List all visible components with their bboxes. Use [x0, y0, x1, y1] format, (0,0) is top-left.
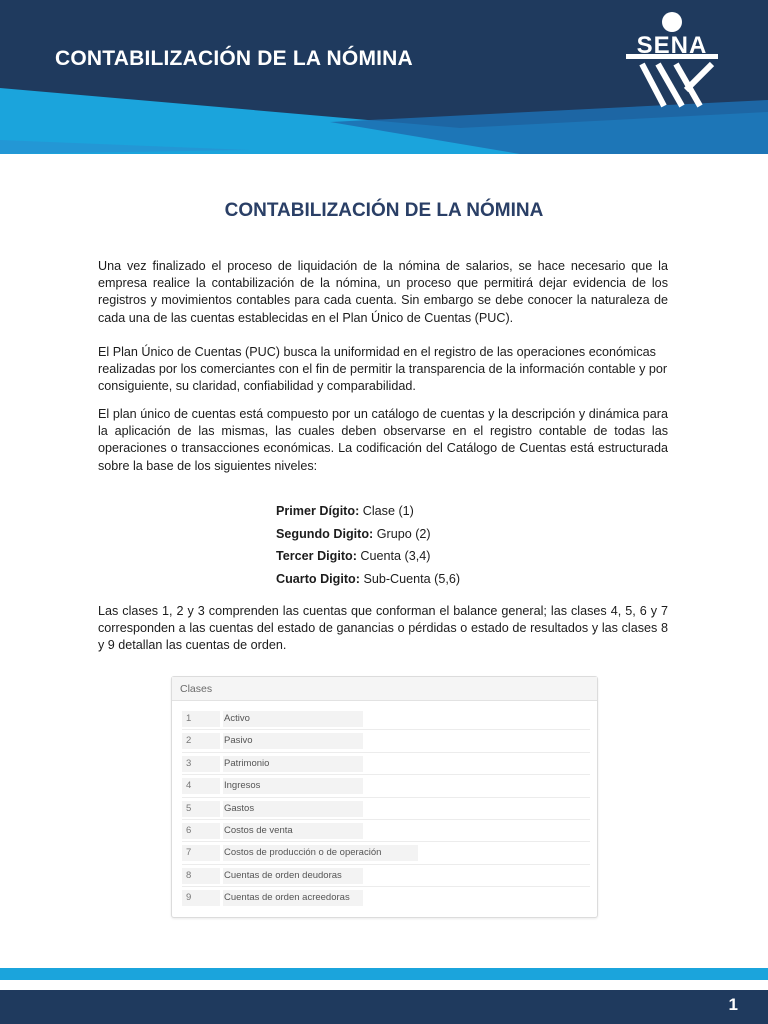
logo-text: SENA: [636, 32, 708, 59]
level-item: [276, 523, 460, 546]
paragraph-intro: Una vez finalizado el proceso de liquidación de la nómina de salarios, se hace necesario que la empresa realice la contabilización de la nómina, un proceso que permitirá dejar evidencia de los registros y movimientos contables para cada cuenta. Sin embargo se debe conocer la naturaleza de cada una de las cuentas establecidas en el Plan Único de Cuentas (PUC).: [98, 259, 668, 325]
level-value: Grupo (2): [373, 526, 431, 541]
class-name: Costos de producción o de operación: [223, 845, 418, 861]
level-value: Clase (1): [359, 504, 414, 518]
class-name: Ingresos: [223, 778, 363, 794]
footer-bar: [0, 990, 768, 1024]
sena-logo-icon: [624, 10, 720, 110]
list-item: [182, 842, 590, 864]
class-name: Patrimonio: [223, 756, 363, 772]
page-number: 1: [728, 995, 738, 1014]
list-item: [182, 798, 590, 820]
classes-list: [182, 708, 590, 910]
header-title: CONTABILIZACIÓN DE LA NÓMINA: [55, 47, 413, 70]
sena-logo: [624, 10, 720, 110]
class-number: 8: [182, 868, 220, 884]
level-item: [276, 500, 460, 523]
class-name: Cuentas de orden acreedoras: [223, 890, 363, 906]
paragraph-catalog: El plan único de cuentas está compuesto por un catálogo de cuentas y la descripción y dinámica para la aplicación de las mismas, las cuales deben observarse en el registro contable de todas las operaciones o transacciones económicas. La codificación del Catálogo de Cuentas está estructurada sobre la base de los siguientes niveles:: [98, 407, 668, 473]
list-item: [182, 730, 590, 752]
paragraph-classes: Las clases 1, 2 y 3 comprenden las cuentas que conforman el balance general; las clases 4, 5, 6 y 7 corresponden a las cuentas del estado de ganancias o pérdidas o estado de resultados y las clases 8 y 9 detallan las cuentas de orden.: [98, 604, 668, 653]
class-name: Activo: [223, 711, 363, 727]
class-number: 9: [182, 890, 220, 906]
panel-heading: Clases: [172, 677, 597, 701]
level-item: [276, 545, 460, 568]
level-value: Cuenta (3,4): [356, 549, 431, 563]
class-name: Costos de venta: [223, 823, 363, 839]
list-item: [182, 708, 590, 730]
level-label: Cuarto Digito:: [276, 571, 360, 586]
header-banner: [0, 0, 768, 154]
class-number: 1: [182, 711, 220, 727]
class-number: 2: [182, 733, 220, 749]
class-name: Pasivo: [223, 733, 363, 749]
level-item: [276, 568, 460, 591]
level-label: Segundo Digito:: [276, 526, 374, 541]
footer-stripe: [0, 968, 768, 980]
list-item: [182, 775, 590, 797]
class-number: 5: [182, 801, 220, 817]
class-number: 4: [182, 778, 220, 794]
document-title: CONTABILIZACIÓN DE LA NÓMINA: [224, 200, 544, 221]
class-number: 3: [182, 756, 220, 772]
list-item: [182, 865, 590, 887]
class-name: Gastos: [223, 801, 363, 817]
list-item: [182, 820, 590, 842]
class-number: 6: [182, 823, 220, 839]
list-item: [182, 887, 590, 909]
class-name: Cuentas de orden deudoras: [223, 868, 363, 884]
level-label: Primer Dígito:: [276, 504, 360, 518]
paragraph-puc: El Plan Único de Cuentas (PUC) busca la uniformidad en el registro de las operaciones económicas realizadas por los comerciantes con el fin de permitir la transparencia de la información contable y por consiguiente, su claridad, confiabilidad y comparabilidad.: [98, 345, 668, 394]
list-item: [182, 753, 590, 775]
classes-panel: [171, 676, 598, 918]
level-value: Sub-Cuenta (5,6): [359, 571, 461, 586]
digit-levels-list: [276, 500, 460, 590]
level-label: Tercer Digito:: [276, 549, 357, 563]
class-number: 7: [182, 845, 220, 861]
